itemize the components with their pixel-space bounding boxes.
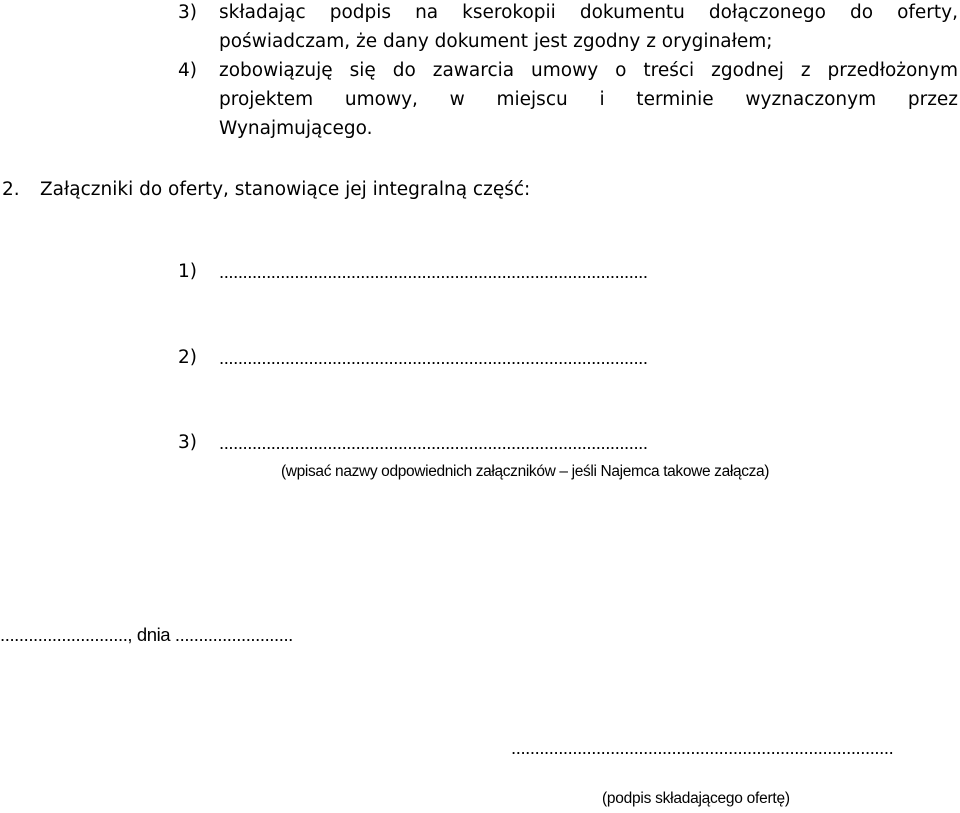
attachment-2-blank: ........................................................................................... <box>219 347 648 368</box>
item-3-line-2: poświadczam, że dany dokument jest zgodny z oryginałem; <box>219 31 773 52</box>
item-3-line-1: składając podpis na kserokopii dokumentu dołączonego do oferty, <box>219 2 958 23</box>
attachment-2-number: 2) <box>178 347 197 368</box>
attachment-1-blank: ........................................................................................... <box>219 261 648 282</box>
attachment-3-number: 3) <box>178 432 197 453</box>
signature-caption: (podpis składającego ofertę) <box>602 790 790 807</box>
item-4-number: 4) <box>178 60 197 81</box>
attachments-note: (wpisać nazwy odpowiednich załączników – jeśli Najemca takowe załącza) <box>281 463 770 480</box>
attachment-1-number: 1) <box>178 261 197 282</box>
item-4-line-1: zobowiązuję się do zawarcia umowy o treści zgodnej z przedłożonym <box>219 60 958 81</box>
item-4-line-3: Wynajmującego. <box>219 118 373 139</box>
section-2-heading: Załączniki do oferty, stanowiące jej integralną część: <box>40 179 531 200</box>
item-4-line-2: projektem umowy, w miejscu i terminie wyznaczonym przez <box>219 89 958 110</box>
signature-blank: ................................................................................. <box>511 737 894 758</box>
section-2-number: 2. <box>2 179 20 200</box>
attachment-3-blank: ........................................................................................... <box>219 432 648 453</box>
item-3-number: 3) <box>178 2 197 23</box>
place-date-line: ..........................., dnia ......................... <box>0 624 293 645</box>
